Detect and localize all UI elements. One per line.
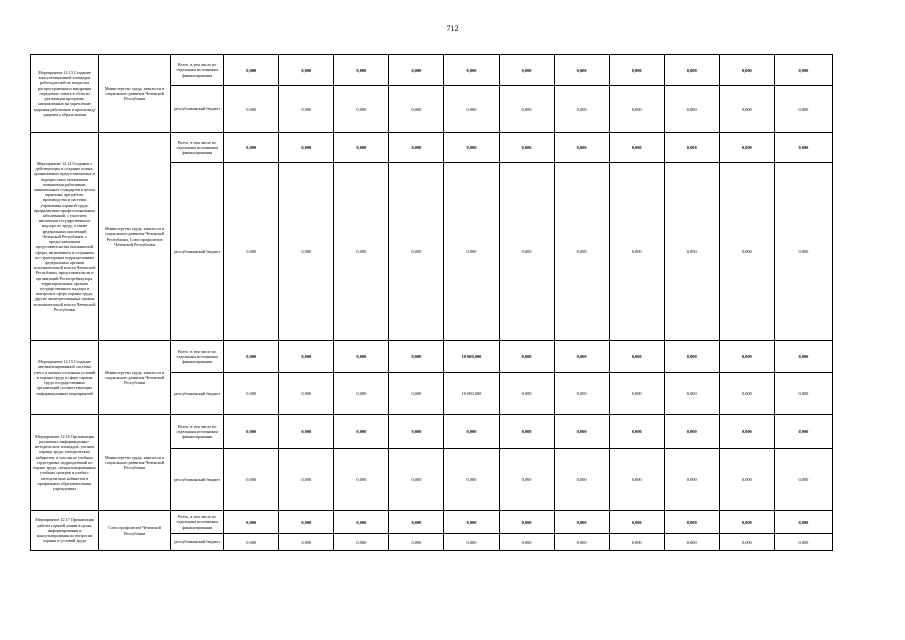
amount-cell: 0,000 bbox=[774, 534, 832, 551]
amount-cell: 0,000 bbox=[279, 163, 334, 341]
amount-cell: 0,000 bbox=[719, 86, 774, 133]
amount-cell: 0,000 bbox=[609, 163, 664, 341]
amount-cell: 0,000 bbox=[444, 511, 499, 534]
amount-cell: 0,000 bbox=[279, 373, 334, 415]
activity-name: Мероприятие 12.16 Организация различных информационно-методических площадок, уголков охраны труда, методических кабинетов, в том числе учебных структурных подразделений по охране труда, специализированных учебных центров и учебно-методических кабинетов в профильных образовательных учреждениях bbox=[31, 415, 99, 511]
amount-cell: 0,000 bbox=[609, 511, 664, 534]
executor-name: Министерство труда, занятости и социального развития Чеченской Республики bbox=[99, 415, 171, 511]
amount-cell: 0,000 bbox=[499, 133, 554, 163]
table-row bbox=[31, 341, 833, 373]
funding-source: республиканский бюджет bbox=[171, 373, 224, 415]
amount-cell: 0,000 bbox=[774, 133, 832, 163]
amount-cell: 0,000 bbox=[224, 133, 279, 163]
executor-name: Министерство труда, занятости и социального развития Чеченской Республики bbox=[99, 55, 171, 133]
amount-cell: 0,000 bbox=[719, 511, 774, 534]
amount-cell: 0,000 bbox=[554, 341, 609, 373]
amount-cell: 0,000 bbox=[389, 415, 444, 449]
amount-cell: 0,000 bbox=[664, 133, 719, 163]
amount-cell: 0,000 bbox=[334, 133, 389, 163]
amount-cell: 0,000 bbox=[279, 511, 334, 534]
amount-cell: 0,000 bbox=[389, 341, 444, 373]
amount-cell: 0,000 bbox=[774, 511, 832, 534]
amount-cell: 0,000 bbox=[664, 341, 719, 373]
amount-cell: 0,000 bbox=[554, 415, 609, 449]
amount-cell: 0,000 bbox=[774, 163, 832, 341]
amount-cell: 0,000 bbox=[279, 534, 334, 551]
activity-name: Мероприятие 12.13 Создание консультационной площадки работодателей по вопросам распространения и внедрения передового опыта в области реализации программ, направленных на укрепление здоровья работников и пропаганду здорового образа жизни bbox=[31, 55, 99, 133]
funding-source: Всего, в том числе по отдельным источникам финансирования bbox=[171, 341, 224, 373]
amount-cell: 0,000 bbox=[224, 55, 279, 86]
amount-cell: 0,000 bbox=[334, 511, 389, 534]
amount-cell: 0,000 bbox=[664, 86, 719, 133]
amount-cell: 0,000 bbox=[554, 534, 609, 551]
amount-cell: 0,000 bbox=[774, 415, 832, 449]
amount-cell: 0,000 bbox=[554, 449, 609, 511]
amount-cell: 0,000 bbox=[719, 133, 774, 163]
amount-cell: 0,000 bbox=[664, 511, 719, 534]
amount-cell: 0,000 bbox=[224, 163, 279, 341]
amount-cell: 0,000 bbox=[279, 415, 334, 449]
amount-cell: 0,000 bbox=[664, 373, 719, 415]
amount-cell: 0,000 bbox=[719, 534, 774, 551]
amount-cell: 0,000 bbox=[334, 163, 389, 341]
amount-cell: 0,000 bbox=[224, 534, 279, 551]
amount-cell: 0,000 bbox=[334, 373, 389, 415]
amount-cell: 0,000 bbox=[389, 373, 444, 415]
amount-cell: 0,000 bbox=[334, 86, 389, 133]
amount-cell: 0,000 bbox=[224, 373, 279, 415]
budget-table-body bbox=[31, 55, 833, 551]
amount-cell: 0,000 bbox=[224, 415, 279, 449]
amount-cell: 0,000 bbox=[279, 86, 334, 133]
amount-cell: 0,000 bbox=[609, 373, 664, 415]
amount-cell: 0,000 bbox=[499, 449, 554, 511]
funding-source: республиканский бюджет bbox=[171, 163, 224, 341]
amount-cell: 0,000 bbox=[609, 133, 664, 163]
amount-cell: 0,000 bbox=[389, 534, 444, 551]
activity-name: Мероприятие 12.14 Создание с действующих и создание новых, принимаемых предоставляемых и перекрестных механизмов повышения работников, минимальных стандартов в целом гарантиях при работе, производства и системы управления охраной труда, профилактики профессиональных заболеваний, с участием инспекции государственного надзора по труду, а также федеральных инспекций Чеченской Республики, с предоставлением представительства оказываемой сферы, включением и созданием по структурным подразделениям федеральных органов исполнительной власти Чеченской Республики, представительств и организаций Роспотребнадзора, территориальных органов государственного надзора и контроля в сфере охраны труда, другие заинтересованные органы исполнительной власти Чеченской Республики bbox=[31, 133, 99, 341]
page-number: 712 bbox=[446, 24, 459, 33]
amount-cell: 0,000 bbox=[499, 55, 554, 86]
amount-cell: 0,000 bbox=[499, 534, 554, 551]
amount-cell: 0,000 bbox=[609, 534, 664, 551]
funding-source: Всего, в том числе по отдельным источникам финансирования bbox=[171, 511, 224, 534]
amount-cell: 0,000 bbox=[389, 511, 444, 534]
amount-cell: 0,000 bbox=[609, 55, 664, 86]
amount-cell: 0,000 bbox=[499, 341, 554, 373]
amount-cell: 0,000 bbox=[609, 86, 664, 133]
amount-cell: 0,000 bbox=[224, 341, 279, 373]
table-row bbox=[31, 133, 833, 163]
amount-cell: 0,000 bbox=[279, 341, 334, 373]
amount-cell: 0,000 bbox=[554, 511, 609, 534]
amount-cell: 0,000 bbox=[554, 133, 609, 163]
amount-cell: 0,000 bbox=[609, 449, 664, 511]
amount-cell: 0,000 bbox=[719, 163, 774, 341]
amount-cell: 0,000 bbox=[334, 415, 389, 449]
amount-cell: 0,000 bbox=[334, 341, 389, 373]
amount-cell: 0,000 bbox=[389, 86, 444, 133]
amount-cell: 0,000 bbox=[444, 133, 499, 163]
amount-cell: 0,000 bbox=[499, 415, 554, 449]
amount-cell: 0,000 bbox=[224, 449, 279, 511]
amount-cell: 0,000 bbox=[774, 373, 832, 415]
amount-cell: 0,000 bbox=[499, 163, 554, 341]
amount-cell: 0,000 bbox=[444, 55, 499, 86]
amount-cell: 0,000 bbox=[279, 449, 334, 511]
amount-cell: 0,000 bbox=[719, 55, 774, 86]
amount-cell: 0,000 bbox=[774, 86, 832, 133]
amount-cell: 0,000 bbox=[279, 55, 334, 86]
amount-cell: 0,000 bbox=[719, 415, 774, 449]
amount-cell: 0,000 bbox=[719, 341, 774, 373]
funding-source: республиканский бюджет bbox=[171, 449, 224, 511]
amount-cell: 0,000 bbox=[279, 133, 334, 163]
amount-cell: 0,000 bbox=[334, 55, 389, 86]
amount-cell: 0,000 bbox=[444, 534, 499, 551]
amount-cell: 0,000 bbox=[389, 163, 444, 341]
amount-cell: 0,000 bbox=[554, 86, 609, 133]
amount-cell: 0,000 bbox=[774, 341, 832, 373]
amount-cell: 0,000 bbox=[224, 86, 279, 133]
executor-name: Союз профсоюзов Чеченской Республики bbox=[99, 511, 171, 551]
amount-cell: 0,000 bbox=[444, 163, 499, 341]
amount-cell: 0,000 bbox=[444, 415, 499, 449]
amount-cell: 10 000,000 bbox=[444, 341, 499, 373]
executor-name: Министерство труда, занятости и социального развития Чеченской Республики bbox=[99, 341, 171, 415]
activity-name: Мероприятие 12.17 Организация работы горячей линии в целях информирования и консультирования по вопросам охраны и условий труда bbox=[31, 511, 99, 551]
amount-cell: 0,000 bbox=[664, 449, 719, 511]
amount-cell: 0,000 bbox=[389, 449, 444, 511]
funding-source: Всего, в том числе по отдельным источникам финансирования bbox=[171, 133, 224, 163]
amount-cell: 0,000 bbox=[774, 55, 832, 86]
amount-cell: 0,000 bbox=[499, 86, 554, 133]
amount-cell: 0,000 bbox=[719, 373, 774, 415]
amount-cell: 0,000 bbox=[334, 534, 389, 551]
amount-cell: 0,000 bbox=[444, 449, 499, 511]
executor-name: Министерство труда, занятости и социального развития Чеченской Республики, Союз профсоюзов Чеченской Республики bbox=[99, 133, 171, 341]
table-row bbox=[31, 511, 833, 534]
amount-cell: 0,000 bbox=[609, 341, 664, 373]
amount-cell: 0,000 bbox=[444, 86, 499, 133]
amount-cell: 0,000 bbox=[554, 163, 609, 341]
amount-cell: 0,000 bbox=[224, 511, 279, 534]
funding-source: Всего, в том числе по отдельным источникам финансирования bbox=[171, 415, 224, 449]
table-row bbox=[31, 415, 833, 449]
amount-cell: 0,000 bbox=[664, 163, 719, 341]
amount-cell: 0,000 bbox=[719, 449, 774, 511]
amount-cell: 0,000 bbox=[774, 449, 832, 511]
activity-name: Мероприятие 12.15 Создание автоматизированной системы учета и оценки состояния условий и охраны труда в сфере охраны труда государственных организаций соответствующих информационных мероприятий bbox=[31, 341, 99, 415]
amount-cell: 0,000 bbox=[389, 133, 444, 163]
amount-cell: 0,000 bbox=[554, 373, 609, 415]
funding-source: Всего, в том числе по отдельным источникам финансирования bbox=[171, 55, 224, 86]
amount-cell: 0,000 bbox=[499, 511, 554, 534]
amount-cell: 10 000,000 bbox=[444, 373, 499, 415]
amount-cell: 0,000 bbox=[664, 415, 719, 449]
funding-source: республиканский бюджет bbox=[171, 534, 224, 551]
amount-cell: 0,000 bbox=[554, 55, 609, 86]
amount-cell: 0,000 bbox=[499, 373, 554, 415]
amount-cell: 0,000 bbox=[664, 55, 719, 86]
budget-table bbox=[30, 54, 833, 551]
amount-cell: 0,000 bbox=[609, 415, 664, 449]
amount-cell: 0,000 bbox=[664, 534, 719, 551]
table-row bbox=[31, 55, 833, 86]
amount-cell: 0,000 bbox=[334, 449, 389, 511]
funding-source: республиканский бюджет bbox=[171, 86, 224, 133]
amount-cell: 0,000 bbox=[389, 55, 444, 86]
